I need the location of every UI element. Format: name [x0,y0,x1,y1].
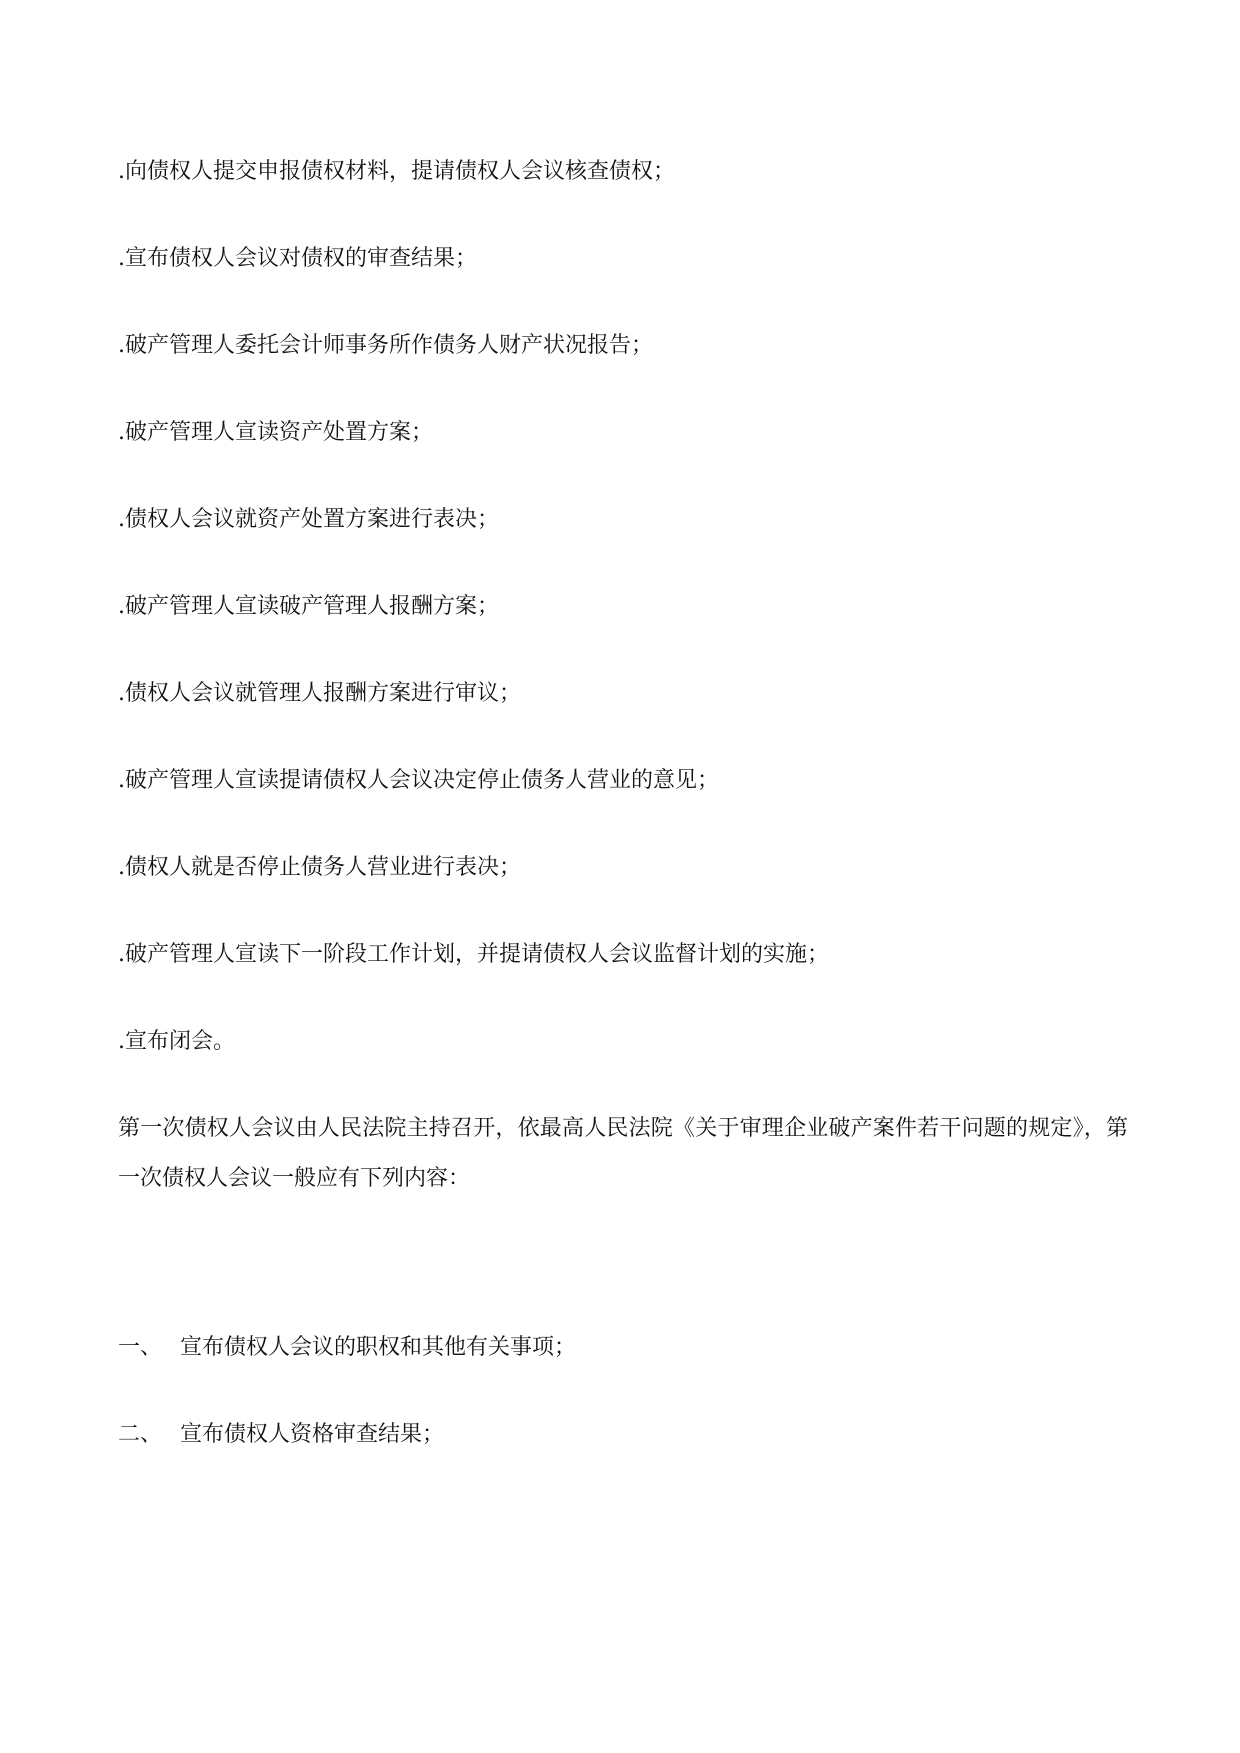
list-item: .向债权人提交申报债权材料，提请债权人会议核查债权； [118,159,675,184]
list-item: .宣布闭会。 [118,1029,235,1054]
list-item: .破产管理人宣读破产管理人报酬方案； [118,594,499,619]
numbered-item [118,1333,576,1363]
item-number: 二、 [118,1422,163,1447]
item-text: 宣布债权人资格审查结果； [180,1422,445,1447]
list-item: .破产管理人委托会计师事务所作债务人财产状况报告； [118,333,653,358]
list-item: .债权人会议就资产处置方案进行表决； [118,507,499,532]
body-paragraph: 第一次债权人会议由人民法院主持召开，依最高人民法院《关于审理企业破产案件若干问题的规定》，第一次债权人会议一般应有下列内容： [118,1116,1128,1191]
list-item: .债权人会议就管理人报酬方案进行审议； [118,681,521,706]
list-item: .破产管理人宣读下一阶段工作计划，并提请债权人会议监督计划的实施； [118,942,829,967]
list-item: .债权人就是否停止债务人营业进行表决； [118,855,521,880]
item-number: 一、 [118,1335,163,1360]
list-item: .破产管理人宣读提请债权人会议决定停止债务人营业的意见； [118,768,719,793]
list-item: .破产管理人宣读资产处置方案； [118,420,433,445]
numbered-item [118,1420,444,1450]
item-text: 宣布债权人会议的职权和其他有关事项； [180,1335,577,1360]
list-item: .宣布债权人会议对债权的审查结果； [118,246,477,271]
